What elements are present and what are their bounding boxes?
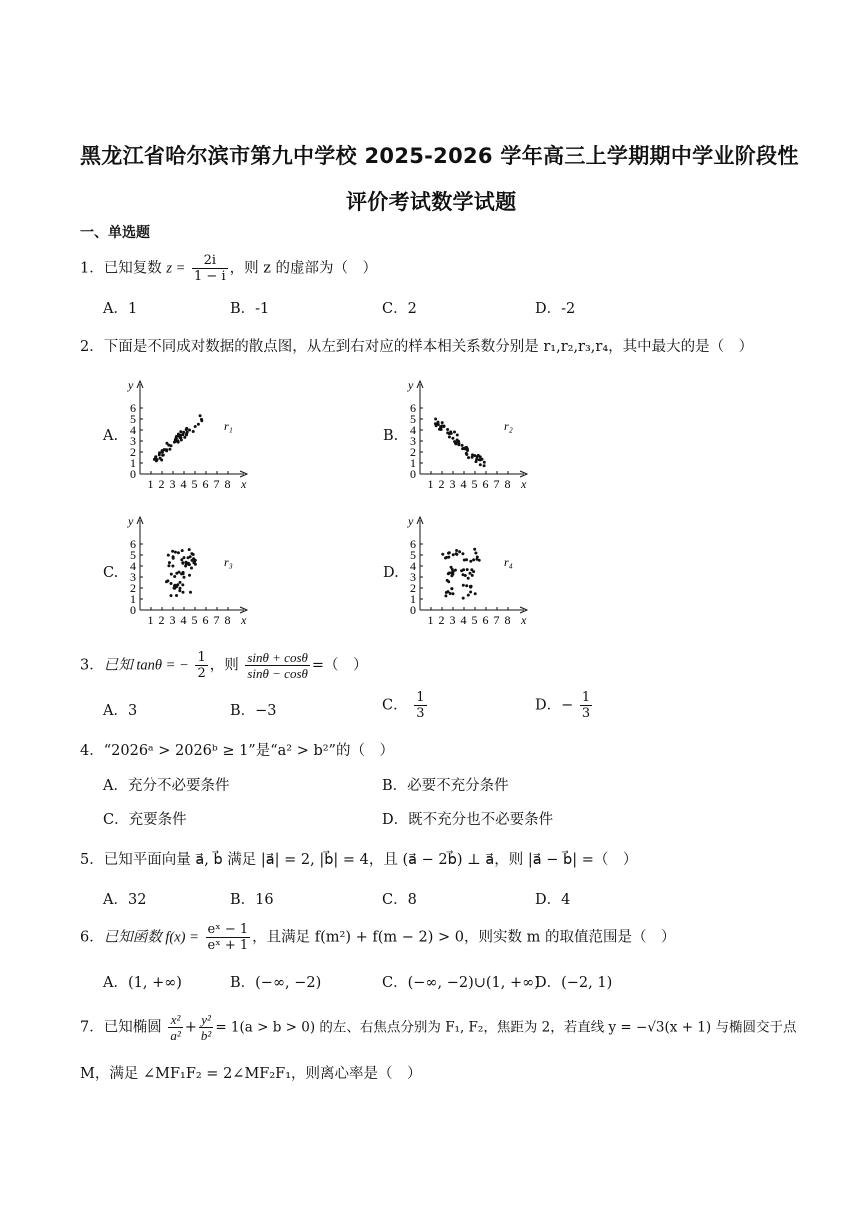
option-d: D．4 <box>535 892 571 908</box>
option-d: D. <box>383 565 399 581</box>
option-b: B. <box>383 428 399 444</box>
option-label: C． <box>382 697 408 714</box>
y-tick-label: 1 <box>130 592 136 606</box>
x-tick-label: 7 <box>213 477 220 491</box>
scatter-point <box>167 444 170 447</box>
scatter-point <box>446 431 449 434</box>
option-b: B．−3 <box>230 703 277 719</box>
fraction-numerator: sinθ + cosθ <box>247 650 308 665</box>
scatter-point <box>168 561 171 564</box>
option-a: A．充分不必要条件 <box>103 778 230 794</box>
x-tick-label: 7 <box>213 613 220 627</box>
scatter-point <box>450 574 453 577</box>
scatter-point <box>449 430 452 433</box>
scatter-point <box>476 556 479 559</box>
scatter-point <box>180 558 183 561</box>
section-heading: 一、单选题 <box>80 225 150 241</box>
correlation-label: r₄ <box>504 555 513 569</box>
scatter-point <box>474 552 477 555</box>
x-tick-label: 5 <box>471 477 478 491</box>
scatter-point <box>441 553 444 556</box>
scatter-point <box>447 556 450 559</box>
scatter-point <box>452 553 455 556</box>
scatter-point <box>447 572 450 575</box>
scatter-point <box>465 453 468 456</box>
scatter-point <box>192 553 195 556</box>
scatter-point <box>465 584 468 587</box>
fraction <box>580 690 592 721</box>
scatter-point <box>446 428 449 431</box>
scatter-point <box>472 558 475 561</box>
scatter-point <box>171 550 174 553</box>
fraction-denominator: 3 <box>581 706 591 721</box>
question-text: “2026ᵃ > 2026ᵇ ≥ 1”是“a² > b²”的（ ） <box>103 743 394 759</box>
scatter-point <box>170 594 173 597</box>
x-tick-label: 8 <box>504 613 511 627</box>
scatter-plot-r2 <box>398 378 538 496</box>
x-tick-label: 2 <box>158 613 165 627</box>
option-b: B．必要不充分条件 <box>382 778 509 794</box>
scatter-point <box>450 587 453 590</box>
y-tick-label: 1 <box>410 592 416 606</box>
scatter-point <box>197 423 200 426</box>
scatter-point <box>451 437 454 440</box>
scatter-point <box>470 568 473 571</box>
scatter-point <box>441 421 444 424</box>
scatter-point <box>168 448 171 451</box>
option-b: B．(−∞, −2) <box>230 975 322 991</box>
scatter-point <box>444 557 447 560</box>
y-tick-label: 6 <box>410 537 416 551</box>
scatter-point <box>175 572 178 575</box>
fraction-denominator: 3 <box>416 706 425 721</box>
y-axis-label: y <box>128 378 134 392</box>
scatter-point <box>456 434 459 437</box>
fraction <box>414 690 426 721</box>
scatter-point <box>458 550 461 553</box>
scatter-point <box>181 561 184 564</box>
scatter-point <box>177 434 180 437</box>
y-axis-label: y <box>408 514 414 528</box>
y-tick-label: 3 <box>410 434 416 448</box>
scatter-point <box>471 456 474 459</box>
scatter-point <box>478 559 481 562</box>
y-tick-label: 4 <box>130 559 136 573</box>
scatter-point <box>190 567 193 570</box>
x-tick-label: 8 <box>224 477 231 491</box>
scatter-point <box>473 454 476 457</box>
scatter-point <box>453 431 456 434</box>
y-tick-label: 2 <box>410 581 416 595</box>
scatter-point <box>469 585 472 588</box>
x-tick-label: 3 <box>169 613 176 627</box>
fraction-denominator: eˣ + 1 <box>207 938 249 953</box>
scatter-point <box>465 558 468 561</box>
question-6 <box>80 922 675 953</box>
x-tick-label: 6 <box>482 477 489 491</box>
question-number: 4． <box>80 743 104 759</box>
scatter-point <box>455 549 458 552</box>
scatter-point <box>167 554 170 557</box>
option-label: D．− <box>535 697 574 714</box>
scatter-point <box>462 597 465 600</box>
question-7 <box>80 1012 796 1043</box>
question-text: = 1(a > b > 0) 的左、右焦点分别为 F₁, F₂，焦距为 2，若直线 y = −√3(x + 1) 与椭圆交于点 <box>215 1019 797 1036</box>
x-tick-label: 1 <box>147 613 154 627</box>
option-a: A．(1, +∞) <box>103 975 182 991</box>
scatter-point <box>455 552 458 555</box>
scatter-point <box>456 439 459 442</box>
scatter-point <box>437 423 440 426</box>
question-number: 6． <box>80 929 104 946</box>
scatter-point <box>478 458 481 461</box>
fraction <box>245 650 310 681</box>
scatter-point <box>462 573 465 576</box>
scatter-point <box>175 594 178 597</box>
scatter-point <box>461 444 464 447</box>
option-b: B．-1 <box>230 301 270 317</box>
question-3 <box>80 650 368 681</box>
scatter-point <box>445 591 448 594</box>
y-tick-label: 4 <box>410 423 416 437</box>
scatter-point <box>188 548 191 551</box>
scatter-point <box>467 456 470 459</box>
fraction-denominator: a² <box>170 1028 181 1043</box>
question-text: 下面是不同成对数据的散点图，从左到右对应的样本相关系数分别是 r₁,r₂,r₃,r₄，其中最大的是（ ） <box>103 339 754 355</box>
scatter-point <box>176 439 179 442</box>
math-expr: 已知 tanθ = − <box>103 657 189 674</box>
scatter-point <box>469 560 472 563</box>
scatter-point <box>188 429 191 432</box>
scatter-point <box>466 568 469 571</box>
scatter-point <box>467 594 470 597</box>
y-tick-label: 5 <box>130 548 136 562</box>
scatter-point <box>173 587 176 590</box>
scatter-point <box>452 592 455 595</box>
x-tick-label: 4 <box>180 613 187 627</box>
scatter-point <box>189 591 192 594</box>
scatter-point <box>185 432 188 435</box>
scatter-point <box>179 430 182 433</box>
scatter-point <box>192 430 195 433</box>
scatter-point <box>477 454 480 457</box>
fraction <box>206 922 251 953</box>
y-axis-label: y <box>408 378 414 392</box>
fraction <box>199 1012 213 1043</box>
scatter-point <box>158 451 161 454</box>
fraction <box>168 1012 182 1043</box>
scatter-point <box>161 450 164 453</box>
scatter-point <box>447 580 450 583</box>
y-tick-label: 1 <box>130 456 136 470</box>
scatter-point <box>453 440 456 443</box>
scatter-point <box>174 584 177 587</box>
scatter-point <box>178 589 181 592</box>
x-axis-label: x <box>241 477 247 491</box>
scatter-point <box>467 577 470 580</box>
x-tick-label: 2 <box>158 477 165 491</box>
y-tick-label: 3 <box>130 570 136 584</box>
scatter-point <box>181 549 184 552</box>
question-text: 已知平面向量 a⃗, b⃗ 满足 |a⃗| = 2, |b⃗| = 4，且 (a⃗ − 2b⃗) ⊥ a⃗，则 |a⃗ − b⃗| =（ ） <box>103 852 638 868</box>
y-axis-label: y <box>128 514 134 528</box>
scatter-plot-r4 <box>398 514 538 632</box>
option-d: D．-2 <box>535 301 576 317</box>
x-tick-label: 3 <box>449 477 456 491</box>
y-tick-label: 1 <box>410 456 416 470</box>
scatter-plot-r3 <box>118 514 258 632</box>
scatter-point <box>183 556 186 559</box>
question-text: ，则 <box>209 657 239 674</box>
question-number: 7． <box>80 1019 104 1036</box>
title-line-2: 评价考试数学试题 <box>346 190 517 214</box>
y-tick-label: 3 <box>410 570 416 584</box>
scatter-point <box>162 454 165 457</box>
scatter-point <box>187 556 190 559</box>
y-tick-label: 5 <box>130 412 136 426</box>
option-b: B．16 <box>230 892 274 908</box>
y-tick-label: 2 <box>130 581 136 595</box>
scatter-point <box>174 551 177 554</box>
scatter-point <box>187 562 190 565</box>
scatter-point <box>483 461 486 464</box>
option-d <box>535 690 594 721</box>
y-tick-label: 0 <box>410 467 416 481</box>
scatter-point <box>182 572 185 575</box>
option-a: A. <box>103 428 119 444</box>
scatter-point <box>461 552 464 555</box>
x-axis-label: x <box>521 477 527 491</box>
x-tick-label: 6 <box>202 613 209 627</box>
option-c: C．8 <box>382 892 417 908</box>
x-tick-label: 4 <box>460 477 467 491</box>
scatter-point <box>448 436 451 439</box>
scatter-point <box>473 548 476 551</box>
y-tick-label: 2 <box>130 445 136 459</box>
math-expr: 已知函数 f(x) = <box>103 929 199 946</box>
scatter-point <box>165 448 168 451</box>
scatter-point <box>170 582 173 585</box>
scatter-point <box>474 592 477 595</box>
option-c <box>382 690 429 721</box>
fraction-denominator: b² <box>200 1028 212 1043</box>
scatter-point <box>194 559 197 562</box>
x-tick-label: 6 <box>482 613 489 627</box>
scatter-point <box>434 418 437 421</box>
scatter-point <box>447 552 450 555</box>
y-tick-label: 2 <box>410 445 416 459</box>
question-text: 已知复数 <box>103 260 162 277</box>
scatter-point <box>179 587 182 590</box>
x-tick-label: 5 <box>191 477 198 491</box>
question-2 <box>80 335 753 356</box>
scatter-point <box>156 458 159 461</box>
question-5 <box>80 848 637 869</box>
scatter-point <box>194 425 197 428</box>
scatter-point <box>170 573 173 576</box>
x-tick-label: 6 <box>202 477 209 491</box>
scatter-point <box>466 449 469 452</box>
scatter-point <box>194 563 197 566</box>
math-expr: z = <box>166 260 186 277</box>
question-4 <box>80 739 394 760</box>
option-c: C．(−∞, −2)∪(1, +∞) <box>382 975 540 991</box>
scatter-point <box>185 428 188 431</box>
question-text: =（ ） <box>311 657 368 674</box>
scatter-point <box>444 594 447 597</box>
scatter-point <box>179 581 182 584</box>
scatter-point <box>171 565 174 568</box>
option-a: A．3 <box>103 703 138 719</box>
y-tick-label: 6 <box>130 401 136 415</box>
x-tick-label: 8 <box>224 613 231 627</box>
option-d: D．既不充分也不必要条件 <box>382 812 554 828</box>
scatter-point <box>183 576 186 579</box>
scatter-point <box>177 551 180 554</box>
scatter-point <box>154 455 157 458</box>
fraction-denominator: sinθ − cosθ <box>247 666 308 681</box>
fraction-denominator: 2 <box>197 666 206 681</box>
scatter-point <box>183 436 186 439</box>
scatter-point <box>181 583 184 586</box>
scatter-point <box>441 425 444 428</box>
y-tick-label: 4 <box>410 559 416 573</box>
option-a: A．1 <box>103 301 138 317</box>
option-a: A．32 <box>103 892 147 908</box>
y-tick-label: 0 <box>130 603 136 617</box>
question-number: 5． <box>80 852 104 868</box>
fraction-numerator: eˣ − 1 <box>207 922 249 937</box>
y-tick-label: 5 <box>410 548 416 562</box>
option-c: C. <box>103 565 119 581</box>
scatter-point <box>165 580 168 583</box>
correlation-label: r₃ <box>224 555 233 569</box>
fraction-numerator: 1 <box>581 690 591 705</box>
question-number: 1． <box>80 260 104 277</box>
fraction-numerator: x² <box>168 1012 182 1028</box>
scatter-point <box>462 584 465 587</box>
y-tick-label: 6 <box>130 537 136 551</box>
scatter-point <box>449 592 452 595</box>
fraction-numerator: y² <box>199 1012 213 1028</box>
x-tick-label: 7 <box>493 613 500 627</box>
x-tick-label: 7 <box>493 477 500 491</box>
x-axis-label: x <box>521 613 527 627</box>
x-tick-label: 5 <box>471 613 478 627</box>
scatter-point <box>469 591 472 594</box>
x-tick-label: 1 <box>427 613 434 627</box>
scatter-point <box>483 464 486 467</box>
question-text: 已知椭圆 <box>103 1019 162 1036</box>
scatter-point <box>199 414 202 417</box>
question-number: 2． <box>80 339 104 355</box>
x-tick-label: 4 <box>460 613 467 627</box>
fraction-denominator: 1 − i <box>194 269 226 284</box>
option-c: C．2 <box>382 301 417 317</box>
scatter-point <box>471 574 474 577</box>
scatter-point <box>172 555 175 558</box>
scatter-point <box>173 575 176 578</box>
correlation-label: r₁ <box>224 419 233 433</box>
scatter-point <box>167 564 170 567</box>
y-tick-label: 4 <box>130 423 136 437</box>
x-tick-label: 1 <box>427 477 434 491</box>
y-tick-label: 3 <box>130 434 136 448</box>
scatter-point <box>479 463 482 466</box>
scatter-point <box>475 458 478 461</box>
y-tick-label: 5 <box>410 412 416 426</box>
scatter-point <box>469 572 472 575</box>
y-tick-label: 0 <box>410 603 416 617</box>
x-axis-label: x <box>241 613 247 627</box>
scatter-point <box>200 419 203 422</box>
fraction-numerator: 1 <box>416 690 425 705</box>
x-tick-label: 4 <box>180 477 187 491</box>
fraction <box>192 253 228 284</box>
scatter-point <box>160 459 163 462</box>
question-1 <box>80 253 377 284</box>
y-tick-label: 6 <box>410 401 416 415</box>
option-d: D．(−2, 1) <box>535 975 613 991</box>
scatter-point <box>182 591 185 594</box>
plus-sign: + <box>184 1019 197 1036</box>
fraction-numerator: 1 <box>197 650 206 665</box>
scatter-point <box>452 570 455 573</box>
scatter-point <box>188 574 191 577</box>
x-tick-label: 1 <box>147 477 154 491</box>
question-number: 3． <box>80 657 104 674</box>
x-tick-label: 2 <box>438 477 445 491</box>
x-tick-label: 5 <box>191 613 198 627</box>
correlation-label: r₂ <box>504 419 513 433</box>
scatter-point <box>465 446 468 449</box>
question-7-line-2: M，满足 ∠MF₁F₂ = 2∠MF₂F₁，则离心率是（ ） <box>80 1066 422 1082</box>
fraction-numerator: 2i <box>192 253 228 269</box>
scatter-point <box>462 568 465 571</box>
x-tick-label: 2 <box>438 613 445 627</box>
question-text: ，且满足 f(m²) + f(m − 2) > 0，则实数 m 的取值范围是（ ） <box>252 929 676 946</box>
option-c: C．充要条件 <box>103 812 187 828</box>
scatter-plot-r1 <box>118 378 258 496</box>
x-tick-label: 3 <box>169 477 176 491</box>
question-text: ，则 z 的虚部为（ ） <box>229 260 377 277</box>
x-tick-label: 8 <box>504 477 511 491</box>
y-tick-label: 0 <box>130 467 136 481</box>
title-line-1: 黑龙江省哈尔滨市第九中学校 2025-2026 学年高三上学期期中学业阶段性 <box>80 144 799 168</box>
x-tick-label: 3 <box>449 613 456 627</box>
fraction <box>195 650 207 681</box>
